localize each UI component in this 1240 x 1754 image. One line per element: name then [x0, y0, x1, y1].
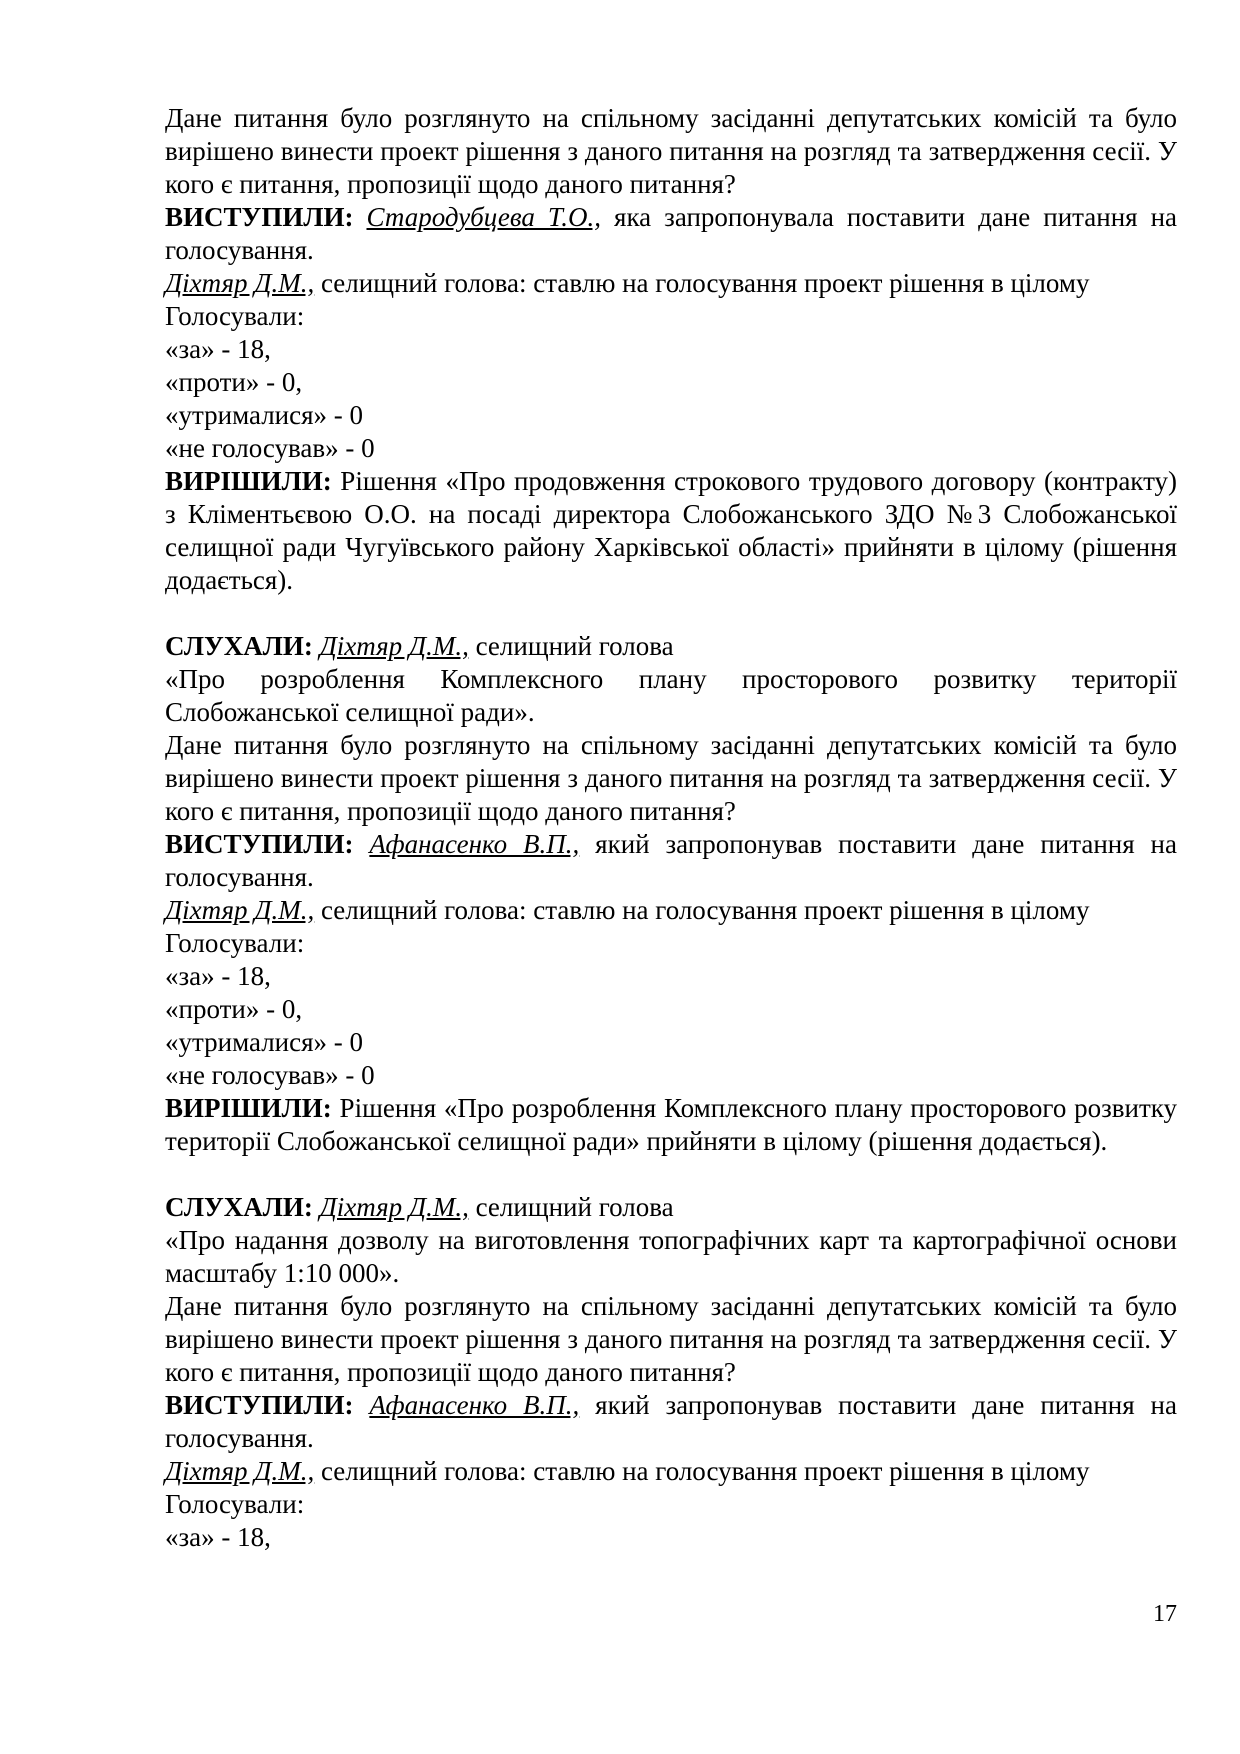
section-gap — [165, 597, 1177, 630]
voted-label: Голосували: — [165, 1489, 305, 1519]
page-content — [165, 102, 1177, 1554]
vote-against: «проти» - 0, — [165, 367, 303, 397]
head-name: Діхтяр Д.М., — [165, 1456, 315, 1486]
head-statement — [165, 1455, 1177, 1488]
document-page — [165, 0, 1177, 1754]
decision-paragraph — [165, 465, 1177, 597]
vote-not-voted: «не голосував» - 0 — [165, 1060, 375, 1090]
vote-for: «за» - 18, — [165, 1522, 271, 1552]
spoke-paragraph — [165, 828, 1177, 894]
spoke-text: яка запропонувала поставити дане питання на голосування. — [165, 202, 1178, 265]
spoke-label: ВИСТУПИЛИ: — [165, 829, 354, 859]
head-statement — [165, 894, 1177, 927]
heard-name: Діхтяр Д.М., — [319, 1192, 469, 1222]
spoke-paragraph — [165, 201, 1177, 267]
heard-label: СЛУХАЛИ: — [165, 1192, 313, 1222]
spoke-label: ВИСТУПИЛИ: — [165, 202, 354, 232]
head-text: селищний голова: ставлю на голосування проект рішення в цілому — [314, 895, 1090, 925]
heard-text: селищний голова — [468, 1192, 674, 1222]
discussion-paragraph: Дане питання було розглянуто на спільному засіданні депутатських комісій та було вирішено винести проект рішення з даного питання на розгляд та затвердження сесії. У кого є питання, пропозиції щодо даного питання? — [165, 1291, 1177, 1387]
decided-label: ВИРІШИЛИ: — [165, 466, 332, 496]
decided-label: ВИРІШИЛИ: — [165, 1093, 332, 1123]
section-gap — [165, 1158, 1177, 1191]
head-name: Діхтяр Д.М., — [165, 895, 315, 925]
topic-paragraph: «Про надання дозволу на виготовлення топографічних карт та картографічної основи масштабу 1:10 000». — [165, 1225, 1177, 1288]
discussion-paragraph: Дане питання було розглянуто на спільному засіданні депутатських комісій та було вирішено винести проект рішення з даного питання на розгляд та затвердження сесії. У кого є питання, пропозиції щодо даного питання? — [165, 103, 1177, 199]
speaker-name: Афанасенко В.П., — [369, 1390, 580, 1420]
heard-paragraph — [165, 1191, 1177, 1224]
vote-not-voted: «не голосував» - 0 — [165, 433, 375, 463]
decision-paragraph — [165, 1092, 1177, 1158]
voted-label: Голосували: — [165, 301, 305, 331]
head-statement — [165, 267, 1177, 300]
vote-for: «за» - 18, — [165, 961, 271, 991]
vote-against: «проти» - 0, — [165, 994, 303, 1024]
vote-for: «за» - 18, — [165, 334, 271, 364]
spoke-text: який запропонував поставити дане питання на голосування. — [165, 1390, 1177, 1453]
spoke-text: який запропонував поставити дане питання на голосування. — [165, 829, 1177, 892]
head-text: селищний голова: ставлю на голосування проект рішення в цілому — [314, 1456, 1090, 1486]
vote-abstained: «утрималися» - 0 — [165, 400, 364, 430]
heard-name: Діхтяр Д.М., — [319, 631, 469, 661]
voted-label: Голосували: — [165, 928, 305, 958]
head-name: Діхтяр Д.М., — [165, 268, 315, 298]
heard-label: СЛУХАЛИ: — [165, 631, 313, 661]
heard-paragraph — [165, 630, 1177, 663]
speaker-name: Стародубцева Т.О., — [366, 202, 601, 232]
spoke-label: ВИСТУПИЛИ: — [165, 1390, 354, 1420]
vote-abstained: «утрималися» - 0 — [165, 1027, 364, 1057]
head-text: селищний голова: ставлю на голосування проект рішення в цілому — [314, 268, 1090, 298]
page-number: 17 — [1153, 1601, 1177, 1627]
heard-text: селищний голова — [468, 631, 674, 661]
discussion-paragraph: Дане питання було розглянуто на спільному засіданні депутатських комісій та було вирішено винести проект рішення з даного питання на розгляд та затвердження сесії. У кого є питання, пропозиції щодо даного питання? — [165, 730, 1177, 826]
decided-text: Рішення «Про розроблення Комплексного плану просторового розвитку території Слобожанської селищної ради» прийняти в цілому (рішення додається). — [165, 1093, 1177, 1156]
spoke-paragraph — [165, 1389, 1177, 1455]
topic-paragraph: «Про розроблення Комплексного плану просторового розвитку території Слобожанської селищної ради». — [165, 664, 1177, 727]
decided-text: Рішення «Про продовження строкового трудового договору (контракту) з Кліментьєвою О.О. на посаді директора Слобожанського ЗДО №3 Слобожанської селищної ради Чугуївського району Харківської області» прийняти в цілому (рішення додається). — [165, 466, 1177, 595]
speaker-name: Афанасенко В.П., — [369, 829, 580, 859]
